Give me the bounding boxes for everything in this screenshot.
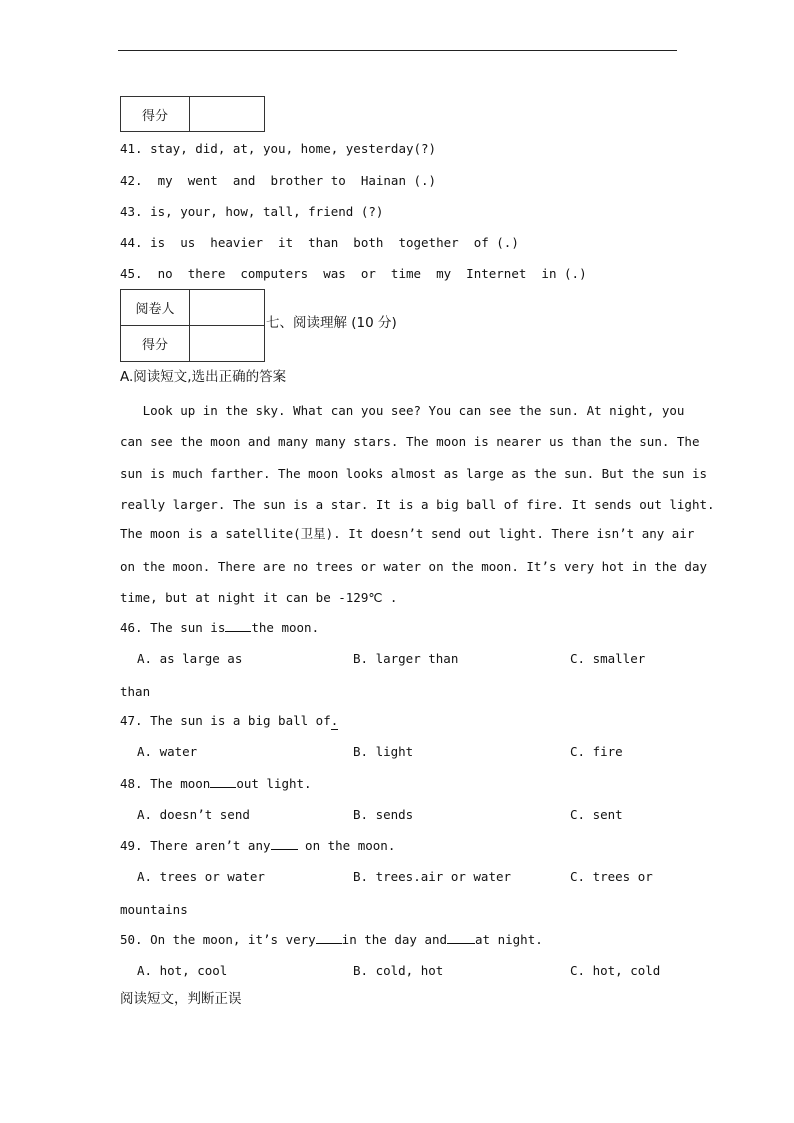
question-47: 47. The sun is a big ball of.	[120, 713, 339, 728]
option-a: A. water	[137, 744, 198, 759]
question-49: 49. There aren’t any on the moon.	[120, 838, 396, 853]
passage-line: really larger. The sun is a star. It is a big ball of fire. It sends out light.	[120, 497, 715, 512]
passage-line: sun is much farther. The moon looks almost as large as the sun. But the sun is	[120, 466, 707, 481]
question-44: 44. is us heavier it than both together of (.)	[120, 235, 519, 250]
passage-line: Look up in the sky. What can you see? You can see the sun. At night, you	[120, 403, 685, 418]
passage-line: The moon is a satellite(卫星). It doesn’t send out light. There isn’t any air	[120, 526, 695, 541]
section-title: 七、阅读理解 (10 分)	[266, 315, 397, 331]
option-b: B. sends	[353, 807, 414, 822]
option-b: B. larger than	[353, 651, 459, 666]
reviewer-label: 阅卷人	[121, 290, 190, 326]
question-41: 41. stay, did, at, you, home, yesterday(?)	[120, 141, 437, 156]
question-46: 46. The sun is the moon.	[120, 620, 320, 635]
answer-blank	[210, 787, 236, 788]
option-a: A. doesn’t send	[137, 807, 250, 822]
question-42: 42. my went and brother to Hainan (.)	[120, 173, 437, 188]
option-a: A. as large as	[137, 651, 243, 666]
option-a: A. hot, cool	[137, 963, 228, 978]
passage-line: time, but at night it can be -129℃ .	[120, 590, 398, 605]
score-label: 得分	[121, 326, 190, 362]
answer-blank	[225, 631, 251, 632]
header-rule	[118, 50, 677, 51]
option-a: A. trees or water	[137, 869, 265, 884]
reviewer-value-cell	[190, 290, 265, 326]
answer-blank	[271, 849, 298, 850]
option-c-wrap: mountains	[120, 902, 188, 917]
option-b: B. light	[353, 744, 414, 759]
question-43: 43. is, your, how, tall, friend (?)	[120, 204, 384, 219]
answer-blank	[316, 943, 342, 944]
passage-line: can see the moon and many many stars. The moon is nearer us than the sun. The	[120, 434, 700, 449]
option-c-wrap: than	[120, 684, 151, 699]
score-value-cell	[190, 97, 265, 132]
part-a-heading: A.阅读短文,选出正确的答案	[120, 369, 287, 385]
passage-line: on the moon. There are no trees or water on the moon. It’s very hot in the day	[120, 559, 707, 574]
option-c: C. hot, cold	[570, 963, 661, 978]
option-c: C. sent	[570, 807, 623, 822]
question-45: 45. no there computers was or time my Internet in (.)	[120, 266, 587, 281]
question-48: 48. The moon out light.	[120, 776, 312, 791]
part-b-heading: 阅读短文，判断正误	[120, 991, 242, 1007]
option-c: C. fire	[570, 744, 623, 759]
reviewer-score-box	[120, 289, 265, 362]
option-c: C. trees or	[570, 869, 653, 884]
answer-blank	[447, 943, 475, 944]
question-50: 50. On the moon, it’s very in the day and at night.	[120, 932, 543, 947]
score-value-cell	[190, 326, 265, 362]
option-b: B. trees.air or water	[353, 869, 512, 884]
answer-blank: .	[330, 713, 339, 728]
option-c: C. smaller	[570, 651, 646, 666]
score-box	[120, 96, 265, 132]
score-label: 得分	[121, 97, 190, 132]
option-b: B. cold, hot	[353, 963, 444, 978]
